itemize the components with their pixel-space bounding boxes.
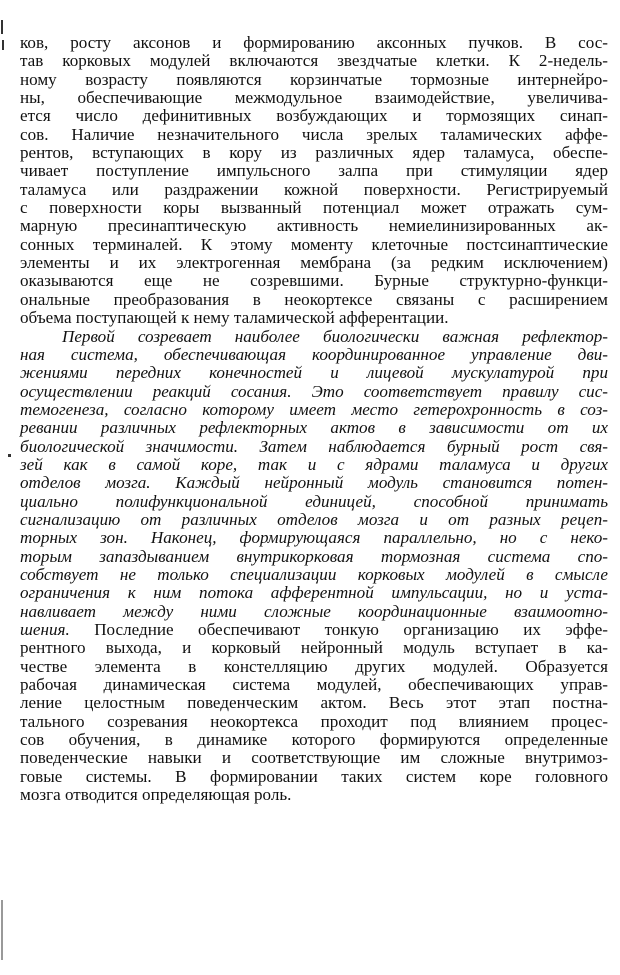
- text-line: [20, 474, 608, 492]
- text-run: с поверхности коры вызванный потенциал может отражать сум-: [20, 198, 608, 218]
- text-run: таламуса или раздражении кожной поверхности. Регистрируемый: [20, 179, 608, 199]
- text-run: честве элемента в констелляцию других модулей. Образуется: [20, 656, 608, 676]
- text-run: собствует не только специализации корковых модулей в смысле: [20, 564, 608, 584]
- text-line: [20, 34, 608, 52]
- text-line: [20, 162, 608, 180]
- text-run: поведенческие навыки и соответствующие им сложные внутримоз-: [20, 748, 608, 768]
- text-line: [20, 181, 608, 199]
- text-line: [20, 89, 608, 107]
- scan-mark: [2, 40, 4, 50]
- text-run: торым запаздыванием внутрикорковая тормозная система спо-: [20, 546, 608, 566]
- text-line: [20, 254, 608, 272]
- text-run: ление целостным поведенческим актом. Весь этот этап постна-: [20, 693, 608, 713]
- text-run: ная система, обеспечивающая координированное управление дви-: [20, 344, 608, 364]
- text-line: [20, 144, 608, 162]
- text-run: мозга отводится определяющая роль.: [20, 785, 292, 805]
- text-run: чивает поступление импульсного залпа при стимуляции ядер: [20, 161, 608, 181]
- text-line: [20, 731, 608, 749]
- text-run: ному возрасту появляются корзинчатые тормозные интернейро-: [20, 69, 608, 89]
- text-line: [20, 694, 608, 712]
- text-run: рентного выхода, и корковый нейронный модуль вступает в ка-: [20, 638, 608, 658]
- text-line: [20, 328, 608, 346]
- text-line: [20, 346, 608, 364]
- text-run: сигнализацию от различных отделов мозга и от разных рецеп-: [20, 509, 608, 529]
- text-line: [20, 786, 608, 804]
- paragraph: [20, 34, 608, 328]
- paragraph: [20, 328, 608, 805]
- text-run: ональные преобразования в неокортексе связаны с расширением: [20, 289, 608, 309]
- text-run: ревании различных рефлекторных актов в зависимости от их: [20, 418, 608, 438]
- text-run: Последние обеспечивают тонкую организацию их эффе-: [94, 620, 608, 639]
- text-line: [20, 383, 608, 401]
- text-run: ограничения к ним потока афферентной импульсации, но и уста-: [20, 583, 608, 603]
- text-line: [20, 291, 608, 309]
- text-run: сов. Наличие незначительного числа зрелых таламических аффе-: [20, 124, 608, 144]
- text-line: [20, 548, 608, 566]
- text-line: [20, 199, 608, 217]
- text-run: сонных терминалей. К этому моменту клеточные постсинаптические: [20, 234, 608, 254]
- text-line: [20, 749, 608, 767]
- text-line: [20, 493, 608, 511]
- text-line: [20, 272, 608, 290]
- text-run: элементы и их электрогенная мембрана (за редким исключением): [20, 253, 608, 273]
- text-line: [20, 566, 608, 584]
- text-run: циально полифункциональной единицей, способной принимать: [20, 491, 608, 511]
- text-run: рентов, вступающих в кору из различных ядер таламуса, обеспе-: [20, 143, 608, 163]
- text-run: рабочая динамическая система модулей, обеспечивающих управ-: [20, 675, 608, 695]
- text-line: [20, 126, 608, 144]
- text-line: [20, 438, 608, 456]
- text-line: [20, 511, 608, 529]
- text-line: [20, 401, 608, 419]
- text-run: говые системы. В формировании таких систем коре головного: [20, 766, 608, 786]
- text-run: тав корковых модулей включаются звездчатые клетки. К 2-недель-: [20, 51, 608, 71]
- text-line: [20, 236, 608, 254]
- text-run: темогенеза, согласно которому имеет место гетерохронность в соз-: [20, 399, 608, 419]
- text-line: [20, 713, 608, 731]
- text-line: [20, 217, 608, 235]
- text-run: зей как в самой коре, так и с ядрами таламуса и других: [20, 454, 608, 474]
- text-run: биологической значимости. Затем наблюдается бурный рост свя-: [20, 436, 608, 456]
- text-line: [20, 584, 608, 602]
- text-run: ков, росту аксонов и формированию аксонных пучков. В сос-: [20, 33, 608, 52]
- scan-mark: [8, 454, 11, 457]
- document-page: [20, 34, 608, 804]
- text-line: [20, 107, 608, 125]
- text-run: отделов мозга. Каждый нейронный модуль становится потен-: [20, 473, 608, 493]
- scan-mark: [1, 20, 3, 34]
- text-run: шения.: [20, 620, 95, 639]
- text-run: сов обучения, в динамике которого формируются определенные: [20, 730, 608, 750]
- text-line: [20, 419, 608, 437]
- text-run: торных зон. Наконец, формирующаяся параллельно, но с неко-: [20, 528, 608, 548]
- text-run: Первой созревает наиболее биологически важная рефлектор-: [62, 326, 608, 346]
- text-run: навливает между ними сложные координационные взаимоотно-: [20, 601, 608, 621]
- text-line: [20, 52, 608, 70]
- text-line: [20, 768, 608, 786]
- text-line: [20, 71, 608, 89]
- text-line: [20, 364, 608, 382]
- text-run: ны, обеспечивающие межмодульное взаимодействие, увеличива-: [20, 88, 608, 108]
- text-line: [20, 309, 608, 327]
- text-line: [20, 603, 608, 621]
- text-line: [20, 529, 608, 547]
- text-line: [20, 456, 608, 474]
- text-line: [20, 639, 608, 657]
- text-run: оказываются еще не созревшими. Бурные структурно-функци-: [20, 271, 608, 291]
- scan-mark: [1, 900, 3, 960]
- text-run: объема поступающей к нему таламической афферентации.: [20, 308, 449, 328]
- text-line: [20, 676, 608, 694]
- text-run: тального созревания неокортекса проходит под влиянием процес-: [20, 711, 608, 731]
- text-line: [20, 621, 608, 639]
- text-run: ется число дефинитивных возбуждающих и тормозящих синап-: [20, 106, 608, 126]
- text-run: марную пресинаптическую активность немиелинизированных ак-: [20, 216, 608, 236]
- text-line: [20, 658, 608, 676]
- text-run: осуществлении реакций сосания. Это соответствует правилу сис-: [20, 381, 608, 401]
- text-run: жениями передних конечностей и лицевой мускулатурой при: [20, 363, 608, 383]
